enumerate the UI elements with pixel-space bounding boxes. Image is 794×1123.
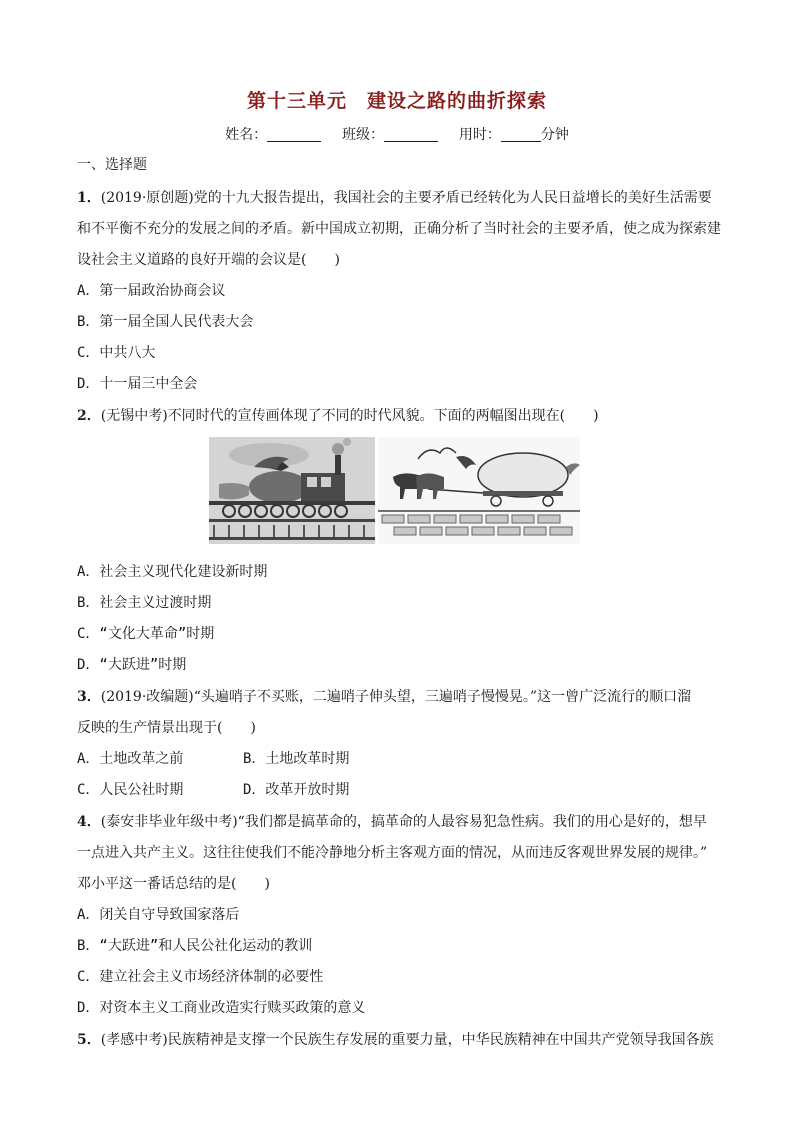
- q4-option-c[interactable]: C．建立社会主义市场经济体制的必要性: [77, 969, 324, 985]
- time-unit: 分钟: [540, 127, 569, 143]
- question-text: (泰安非毕业年级中考)“我们都是搞革命的，搞革命的人最容易犯急性病。我们的用心是好的，想早: [100, 814, 707, 830]
- question-5-line-1: [77, 1030, 714, 1050]
- question-1-line-2: 和不平衡不充分的发展之间的矛盾。新中国成立初期，正确分析了当时社会的主要矛盾，使之成为探索建: [77, 221, 721, 237]
- q2-option-d[interactable]: D．“大跃进”时期: [77, 657, 187, 673]
- question-number: 5．: [77, 1032, 101, 1048]
- q1-option-d[interactable]: D．十一届三中全会: [77, 376, 198, 392]
- q4-option-a[interactable]: A．闭关自守导致国家落后: [77, 907, 240, 923]
- question-4-line-2: 一点进入共产主义。这往往使我们不能冷静地分析主客观方面的情况，从而违反客观世界发展的规律。”: [77, 845, 708, 861]
- propaganda-image-cart: [378, 437, 580, 544]
- question-text: (2019·改编题)“头遍哨子不买账，二遍哨子伸头望，三遍哨子慢慢晃。”这一曾广泛流行的顺口溜: [100, 689, 692, 705]
- name-label: 姓名：: [225, 127, 268, 143]
- propaganda-image-train: [209, 437, 375, 544]
- question-4-line-3: 邓小平这一番话总结的是( ): [77, 876, 270, 892]
- question-number: 2．: [77, 408, 101, 424]
- question-number: 4．: [77, 814, 101, 830]
- q3-option-a[interactable]: A．土地改革之前: [77, 751, 184, 767]
- student-info-row: [0, 124, 794, 144]
- question-text: (孝感中考)民族精神是支撑一个民族生存发展的重要力量，中华民族精神在中国共产党领导我国各族: [100, 1032, 714, 1048]
- question-3-line-1: [77, 687, 691, 707]
- page-title: 第十三单元 建设之路的曲折探索: [246, 90, 547, 112]
- class-label: 班级：: [342, 127, 384, 143]
- class-blank[interactable]: [384, 127, 438, 142]
- question-text: (2019·原创题)党的十九大报告提出，我国社会的主要矛盾已经转化为人民日益增长的美好生活需要: [100, 190, 712, 206]
- question-3-line-2: 反映的生产情景出现于( ): [77, 720, 256, 736]
- question-1-line-1: [77, 188, 712, 208]
- q4-option-b[interactable]: B．“大跃进”和人民公社化运动的教训: [77, 938, 313, 954]
- q2-option-c[interactable]: C．“文化大革命”时期: [77, 626, 215, 642]
- q4-option-d[interactable]: D．对资本主义工商业改造实行赎买政策的意义: [77, 1000, 366, 1016]
- q1-option-b[interactable]: B．第一届全国人民代表大会: [77, 314, 254, 330]
- question-number: 3．: [77, 689, 101, 705]
- section-heading: 一、选择题: [77, 157, 147, 173]
- q2-option-a[interactable]: A．社会主义现代化建设新时期: [77, 564, 268, 580]
- question-text: (无锡中考)不同时代的宣传画体现了不同的时代风貌。下面的两幅图出现在( ): [100, 408, 599, 424]
- q3-option-c[interactable]: C．人民公社时期: [77, 782, 184, 798]
- question-2-line-1: [77, 406, 599, 426]
- question-1-line-3: 设社会主义道路的良好开端的会议是( ): [77, 252, 340, 268]
- q2-option-b[interactable]: B．社会主义过渡时期: [77, 595, 212, 611]
- q1-option-c[interactable]: C．中共八大: [77, 345, 156, 361]
- question-number: 1．: [77, 190, 101, 206]
- name-blank[interactable]: [267, 127, 321, 142]
- time-label: 用时：: [458, 127, 501, 143]
- q3-option-b[interactable]: B．土地改革时期: [243, 751, 350, 767]
- q1-option-a[interactable]: A．第一届政治协商会议: [77, 283, 226, 299]
- time-blank[interactable]: [501, 127, 541, 142]
- q3-option-d[interactable]: D．改革开放时期: [243, 782, 350, 798]
- question-4-line-1: [77, 812, 707, 832]
